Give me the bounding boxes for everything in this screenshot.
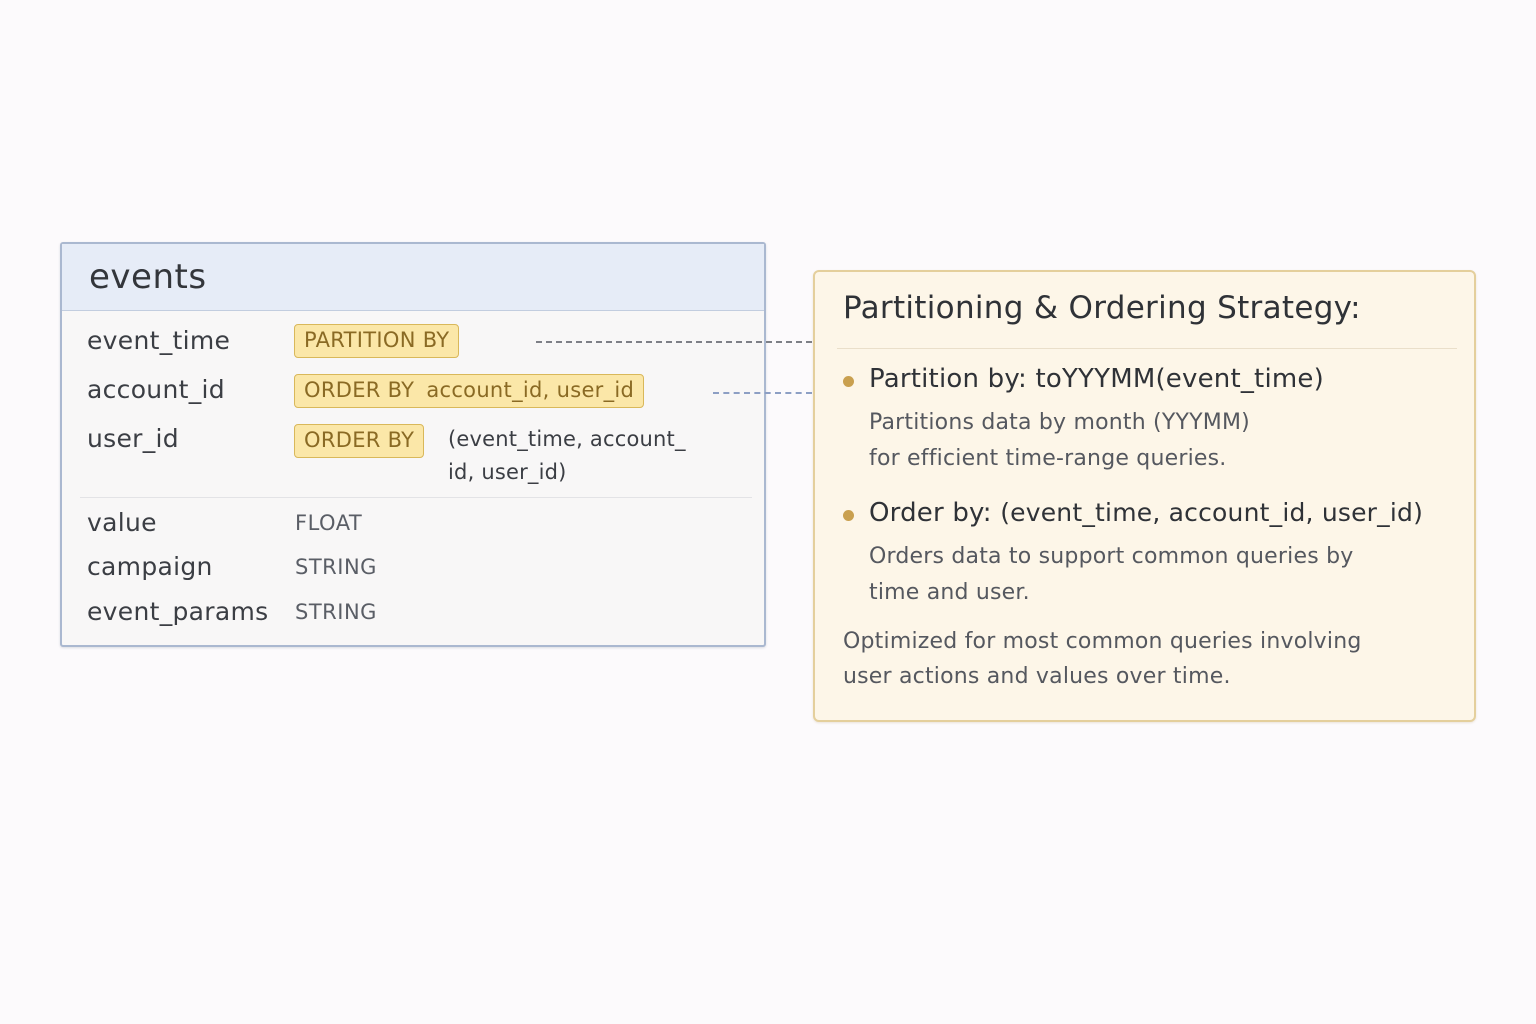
column-row-user-id xyxy=(62,422,764,492)
bullet-dot-icon xyxy=(843,510,854,521)
strategy-footer-note: Optimized for most common queries involving user actions and values over time. xyxy=(843,629,1362,689)
order-bullet-heading: Order by: (event_time, account_id, user_id) xyxy=(869,498,1424,528)
column-row-event-time xyxy=(62,324,764,364)
order-by-tag: ORDER BY account_id, user_id xyxy=(294,374,644,408)
strategy-title: Partitioning & Ordering Strategy: xyxy=(843,290,1361,326)
order-by-args: (event_time, account_ id, user_id) xyxy=(448,427,686,484)
column-type: STRING xyxy=(295,555,377,579)
column-row-event-params xyxy=(62,597,764,633)
partition-connector-line xyxy=(536,341,812,343)
partition-bullet-heading: Partition by: toYYYMM(event_time) xyxy=(869,364,1324,394)
bullet-dot-icon xyxy=(843,376,854,387)
strategy-divider xyxy=(837,348,1457,349)
section-divider xyxy=(80,497,752,498)
column-name: user_id xyxy=(87,424,179,453)
column-name: account_id xyxy=(87,375,225,404)
column-type: STRING xyxy=(295,600,377,624)
partition-bullet-description: Partitions data by month (YYYMM) for efficient time-range queries. xyxy=(869,410,1250,471)
partition-by-tag: PARTITION BY xyxy=(294,324,459,358)
column-row-campaign xyxy=(62,552,764,588)
column-name: event_params xyxy=(87,597,269,626)
column-name: event_time xyxy=(87,326,231,355)
column-row-account-id xyxy=(62,373,764,413)
table-title: events xyxy=(89,257,207,297)
table-header xyxy=(62,244,764,311)
order-by-tag: ORDER BY xyxy=(294,424,424,458)
column-name: value xyxy=(87,508,157,537)
column-name: campaign xyxy=(87,552,213,581)
order-bullet-description: Orders data to support common queries by time and user. xyxy=(869,544,1354,605)
column-row-value xyxy=(62,508,764,544)
strategy-panel xyxy=(813,270,1476,722)
column-type: FLOAT xyxy=(295,511,363,535)
events-table-card xyxy=(60,242,766,647)
order-connector-line xyxy=(713,392,812,394)
